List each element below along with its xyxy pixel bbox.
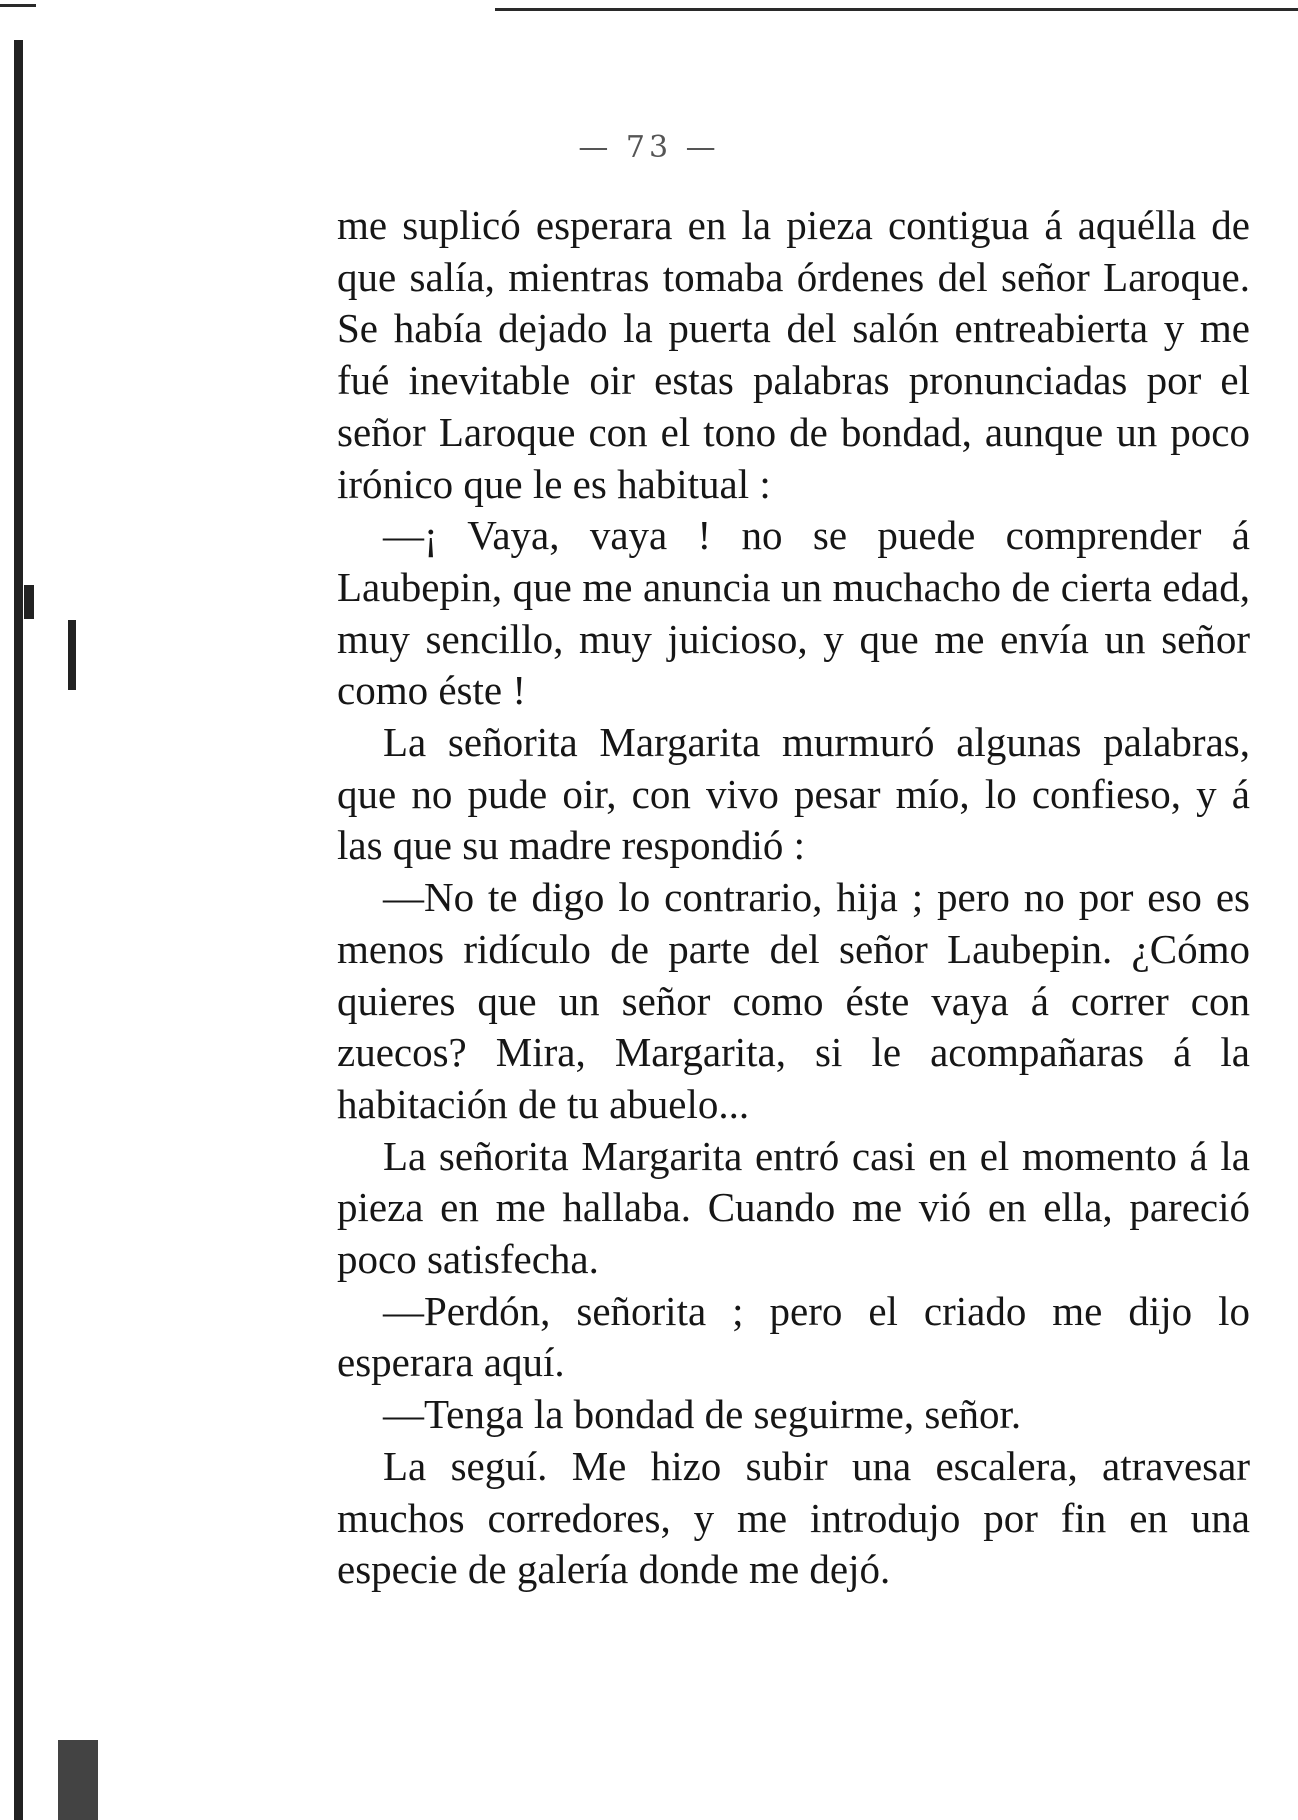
- scan-mark: [58, 1740, 98, 1820]
- scan-mark: [68, 620, 76, 690]
- paragraph: La señorita Margarita murmuró algunas palabras, que no pude oir, con vivo pesar mío, lo confieso, y á las que su madre respondió :: [337, 719, 1250, 869]
- paragraph: me suplicó esperara en la pieza contigua á aquélla de que salía, mientras tomaba órdenes del señor Laroque. Se había dejado la puerta del salón entreabierta y me fué inevitable oir estas palabras pronunciadas por el señor Laroque con el tono de bondad, aunque un poco irónico que le es habitual :: [337, 202, 1250, 507]
- paragraph: —¡ Vaya, vaya ! no se puede comprender á Laubepin, que me anuncia un muchacho de cierta edad, muy sencillo, muy juicioso, y que me envía un señor como éste !: [337, 512, 1250, 714]
- page-top-rule: [495, 8, 1298, 11]
- scan-mark: [24, 585, 34, 619]
- page-body: [337, 200, 1250, 1596]
- scan-top-rule-left: [0, 4, 36, 7]
- paragraph: —Tenga la bondad de seguirme, señor.: [383, 1391, 1022, 1438]
- paragraph: La señorita Margarita entró casi en el momento á la pieza en me hallaba. Cuando me vió en ella, pareció poco satisfecha.: [337, 1132, 1250, 1283]
- paragraph: —Perdón, señorita ; pero el criado me dijo lo esperara aquí.: [337, 1287, 1250, 1386]
- page-number: — 73 —: [578, 130, 720, 165]
- paragraph: —No te digo lo contrario, hija ; pero no por eso es menos ridículo de parte del señor Laubepin. ¿Cómo quieres que un señor como éste vaya á correr con zuecos? Mira, Margarita, si le acompañaras á la habitación de tu abuelo...: [337, 874, 1250, 1127]
- paragraph: La seguí. Me hizo subir una escalera, atravesar muchos corredores, y me introdujo por fin en una especie de galería donde me dejó.: [337, 1442, 1250, 1593]
- book-spine-edge: [14, 40, 23, 1820]
